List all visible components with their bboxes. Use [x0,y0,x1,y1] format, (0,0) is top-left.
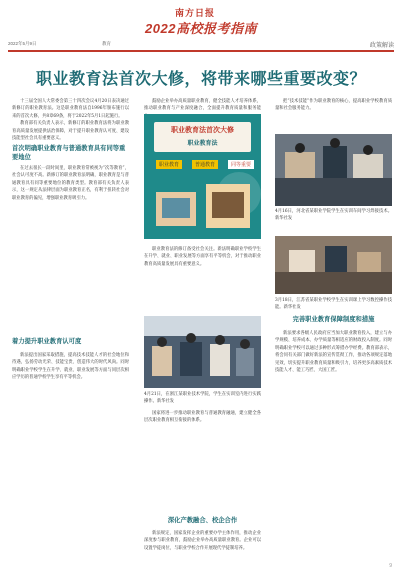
graphic-banner-line2: 职业教育法 [187,140,218,147]
photo3-caption: 4月16日，河北省某职业学院学生在实训车间学习焊接技术。新华社发 [275,209,392,221]
page-header [0,0,402,64]
subheading-2: 着力提升职业教育认可度 [12,338,82,345]
photo2-caption: 4月21日，在浙江某职业技术学院，学生在实训室内进行实践操作。新华社发 [144,392,261,404]
section-label: 政策解读 [369,43,394,49]
graphic-tag-2: 普通教育 [192,160,218,169]
col2-body-p1: 职业教育法的修订备受社会关注。新法明确职业学校学生在升学、就业、职业发展等方面享有平等机会，对于推动职业教育高质量发展具有重要意义。 [144,247,261,267]
page-number: 9 [389,563,392,569]
classroom-photo [144,316,261,388]
header-page-label: 教育 [102,41,111,46]
header-rule [8,50,394,52]
subheading-1: 首次明确职业教育与普通教育具有同等重要地位 [12,145,126,161]
col2-body3 [144,530,261,566]
col1-intro-p2: 教育部有关负责人表示，新修订的职业教育法将为职业教育高质量发展提供法治保障，对于提升职业教育认可度、建设技能型社会具有重要意义。 [12,121,129,142]
col2-body2-p1: 国家将进一步推动职业教育与普通教育融通，建立健全各层次职业教育相互衔接的体系。 [144,411,261,424]
col3-intro [275,98,392,130]
col3-body-p1: 新法要求各级人民政府应当加大职业教育投入，建立与办学规模、培养成本、办学质量等相适应的财政投入制度。同时明确职业学校可以通过多种形式筹措办学经费。教育部表示，将会同有关部门做好新法的宣传贯彻工作，推动各项规定落地见效，切实提升职业教育质量和吸引力，培养更多高素质技术技能人才、能工巧匠、大国工匠。 [275,331,392,374]
col1-intro [12,98,129,142]
col2-body [144,246,261,306]
col3-body [275,330,392,560]
col2-body2 [144,410,261,440]
vocational-law-graphic [144,114,261,239]
workshop-photo [275,134,392,206]
graphic-tag-1: 职业教育 [156,160,182,169]
col1-body2 [12,352,129,552]
lab-photo-image [275,236,392,294]
col1-body [12,165,129,330]
subheading-4: 完善职业教育保障制度和措施 [292,316,375,323]
lab-photo [275,236,392,294]
photo1-caption: 3月18日，江苏省某职业学校学生在实训课上学习数控操作技能。新华社发 [275,298,392,310]
headline: 职业教育法首次大修，将带来哪些重要改变？ [35,69,366,88]
col2-intro-p: 鼓励企业举办高质量职业教育，健全技能人才培养体系，推动职业教育与产业深度融合，全面提升教育质量和服务能 [144,99,261,112]
supplement-title: 2022高校报考指南 [145,21,257,36]
graphic-tag-3: 同等重要 [228,160,254,169]
header-date: 2022年5月9日 [8,41,37,46]
col1-intro-p1: 十三届全国人大常委会第三十四次会议4月20日表决通过新修订的职业教育法。这是职业教育法自1996年颁布施行以来的首次大修，共8章69条，将于2022年5月1日起施行。 [12,99,129,119]
col2-intro [144,98,261,112]
graphic-banner-line1: 职业教育法首次大修 [171,126,234,134]
col3-intro-p: 把“技术技能”作为职业教育的核心，提高职业学校教育质量和社会服务能力。 [275,99,392,112]
subheading-3: 深化产教融合、校企合作 [167,517,238,524]
workshop-photo-image [275,134,392,206]
col1-body-p1: 在过去很长一段时间里，职业教育常被视为“次等教育”，社会认可度不高。新修订的职业教育法明确，职业教育是与普通教育具有同等重要地位的教育类型。教育部有关负责人表示，这一规定从法律层面为职业教育正名，有利于扭转社会对职业教育的偏见，增强职业教育吸引力。 [12,166,129,201]
newspaper-logo: 南方日报 [175,8,216,18]
col1-body2-p1: 新法提出国家采取措施，提高技术技能人才的社会地位和待遇，弘扬劳动光荣、技能宝贵、创造伟大的时代风尚。同时明确职业学校学生在升学、就业、职业发展等方面与同层次相应学历的普通学校学生享有平等机会。 [12,353,129,381]
classroom-photo-image [144,316,261,388]
col2-body3-p1: 新法规定，国家发挥企业的重要办学主体作用，推动企业深度参与职业教育，鼓励企业举办高质量职业教育。企业可以设置学徒岗位，与职业学校合作开展现代学徒制培养。 [144,531,261,551]
